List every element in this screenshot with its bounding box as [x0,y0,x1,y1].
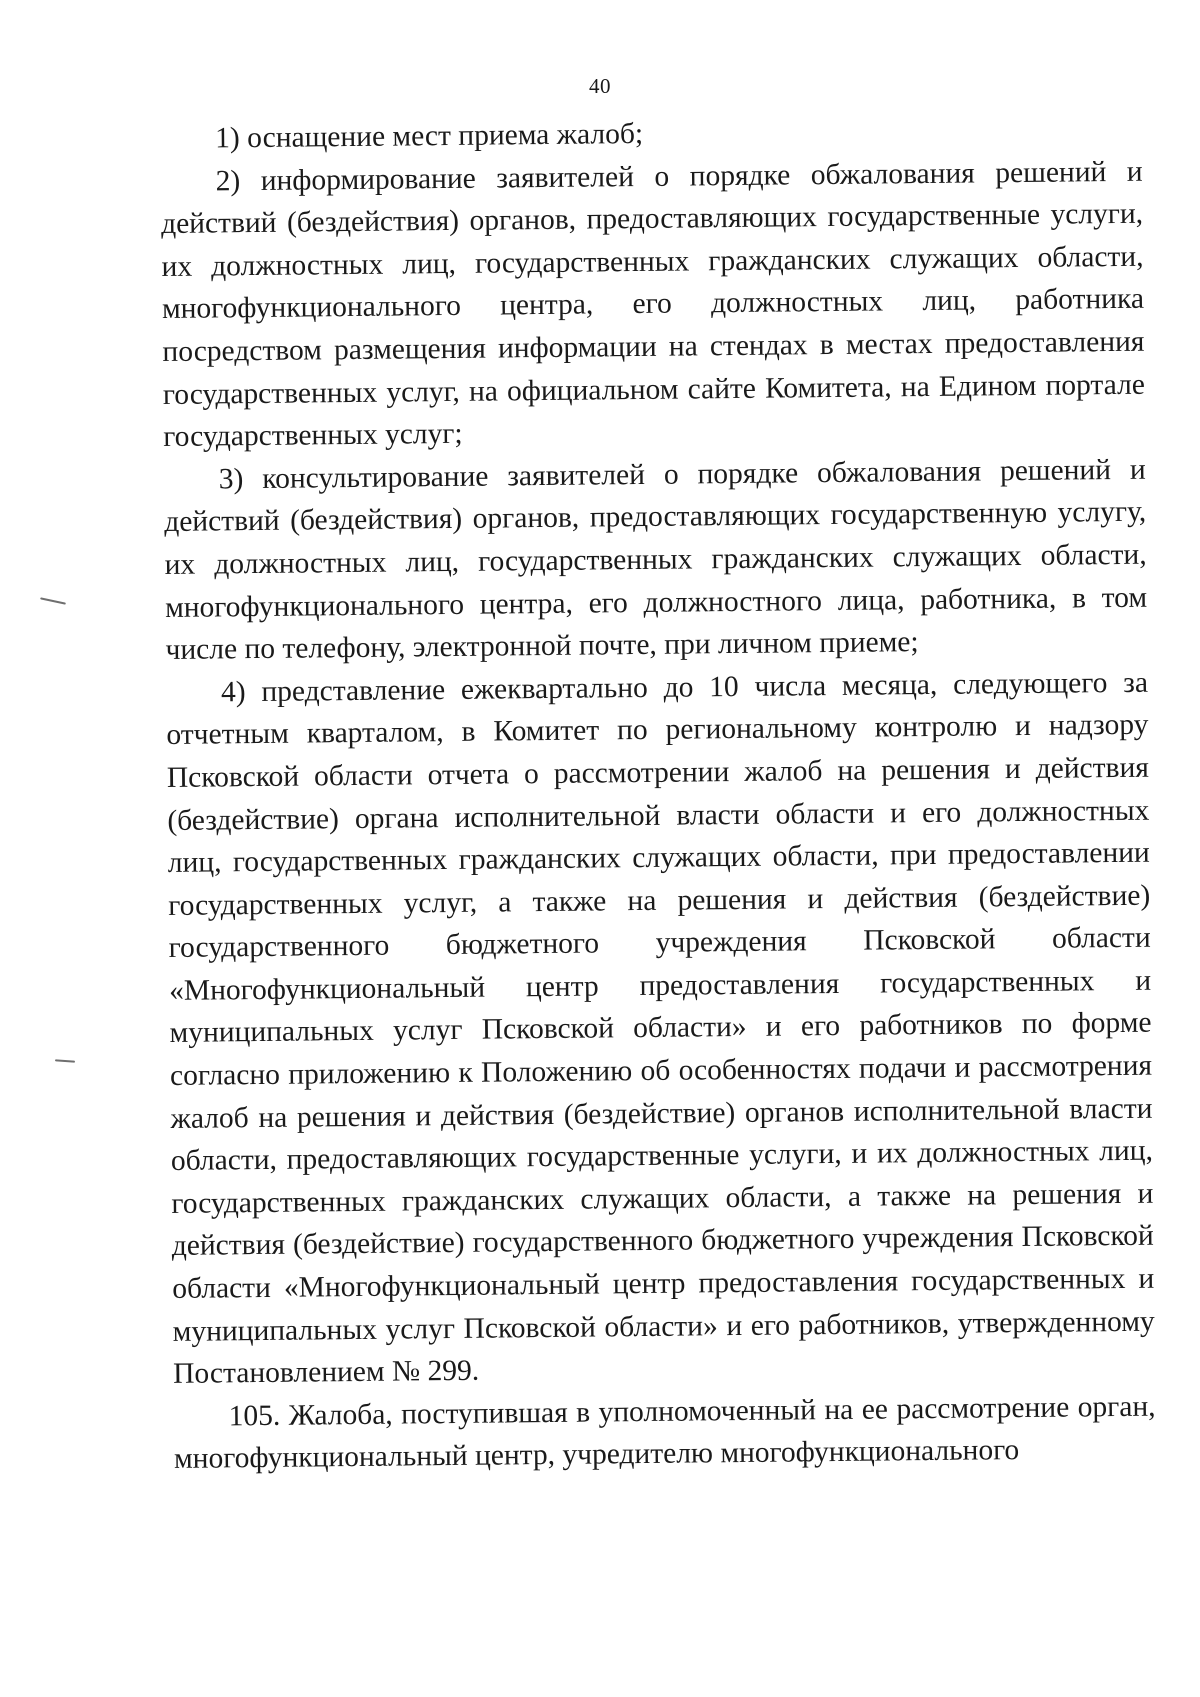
scan-margin-mark [40,597,66,604]
scan-margin-mark [55,1059,75,1062]
document-body [160,108,1156,1481]
list-item-quarterly-report: 4) представление ежеквартально до 10 числа месяца, следующего за отчетным кварталом, в Комитет по региональному контролю и надзору Псковской области отчета о рассмотрении жалоб на решения и действия (бездействие) органа исполнительной власти области и его должностных лиц, государственных гражданских служащих области, при предоставлении государственных услуг, а также на решения и действия (бездействие) государственного бюджетного учреждения Псковской области «Многофункциональный центр предоставления государственных и муниципальных услуг Псковской области» и его работников по форме согласно приложению к Положению об особенностях подачи и рассмотрения жалоб на решения и действия (бездействие) органов исполнительной власти области, предоставляющих государственные услуги, и их должностных лиц, государственных гражданских служащих области, а также на решения и действия (бездействие) государственного бюджетного учреждения Псковской области «Многофункциональный центр предоставления государственных и муниципальных услуг Псковской области» и его работников, утвержденному Постановлением № 299. [166,666,1155,1391]
list-item-consulting-applicants: 3) консультирование заявителей о порядке обжалования решений и действий (бездействия) органов, предоставляющих государственную услугу, их должностных лиц, государственных гражданских служащих области, многофункционального центра, его должностного лица, работника, в том числе по телефону, электронной почте, при личном приеме; [164,453,1148,667]
clause-105: 105. Жалоба, поступившая в уполномоченный на ее рассмотрение орган, многофункциональный центр, учредителю многофункционального [173,1390,1156,1476]
list-item-equipping-complaint-places: 1) оснащение мест приема жалоб; [215,117,644,155]
list-item-informing-applicants: 2) информирование заявителей о порядке обжалования решений и действий (бездействия) органов, предоставляющих государственные услуги, их должностных лиц, государственных гражданских служащих области, многофункционального центра, его должностных лиц, работника посредством размещения информации на стендах в местах предоставления государственных услуг, на официальном сайте Комитета, на Едином портале государственных услуг; [160,155,1146,454]
page-number: 40 [589,74,611,98]
